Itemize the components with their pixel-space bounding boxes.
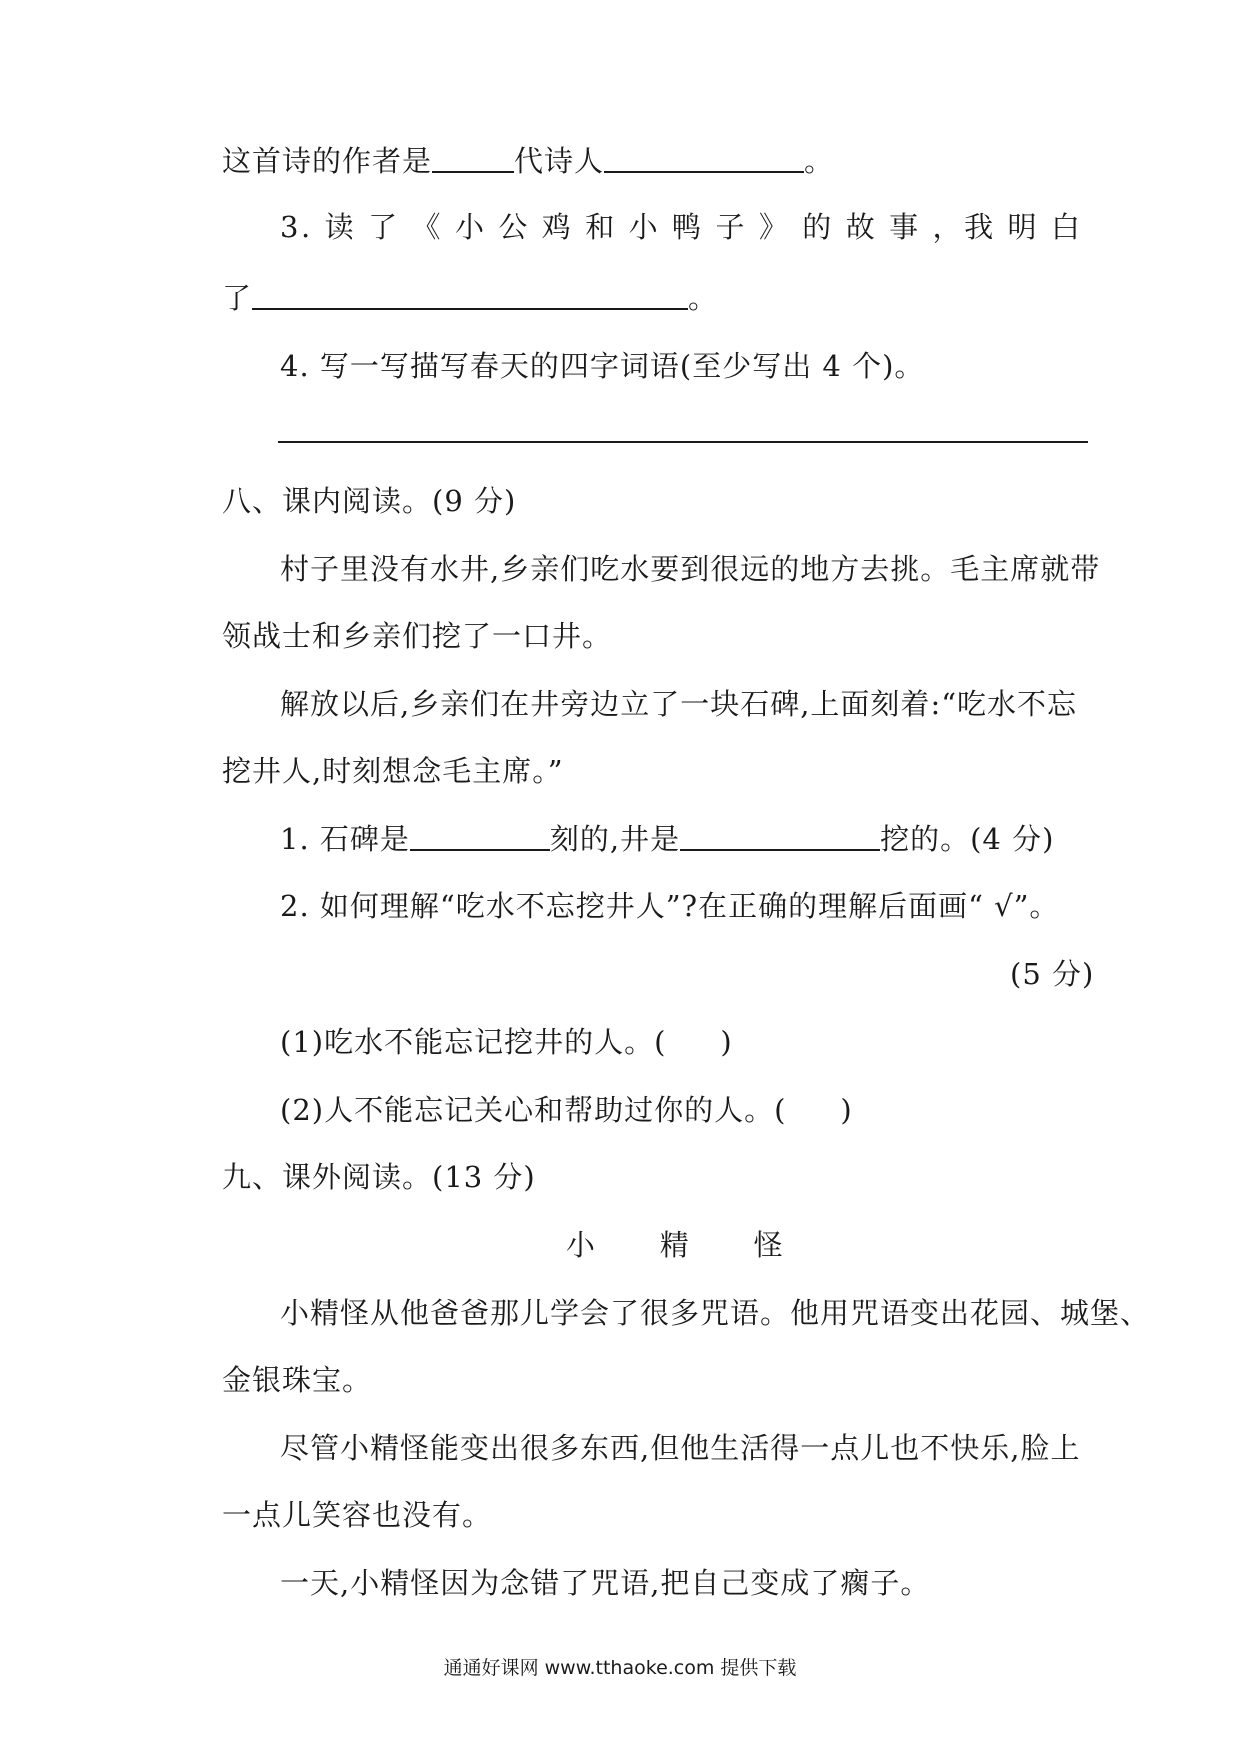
section9-p1-line1: 小精怪从他爸爸那儿学会了很多咒语。他用咒语变出花园、城堡、 xyxy=(280,1296,1151,1330)
option-2-close: ) xyxy=(840,1093,853,1127)
q4-answer-line[interactable] xyxy=(278,441,1088,443)
option-2-text: (2)人不能忘记关心和帮助过你的人。( xyxy=(280,1093,787,1127)
q3-answer-blank[interactable] xyxy=(252,282,688,310)
section8-q1 xyxy=(280,819,1054,859)
stone-carver-blank[interactable] xyxy=(410,823,550,851)
q3-line1: 3. 读 了 《 小 公 鸡 和 小 鸭 子 》 的 故 事 ，我 明 白 xyxy=(280,210,1083,244)
q2-author-line xyxy=(222,141,834,181)
option-1-text: (1)吃水不能忘记挖井的人。( xyxy=(280,1025,667,1059)
q2-poet-blank[interactable] xyxy=(604,145,804,173)
section8-q2-score: (5 分) xyxy=(1010,957,1095,991)
q3-line2 xyxy=(222,278,718,318)
q2-dynasty-blank[interactable] xyxy=(432,145,514,173)
section8-para2-line2: 挖井人,时刻想念毛主席。” xyxy=(222,754,564,788)
footer-credit: 通通好课网 www.tthaoke.com 提供下载 xyxy=(443,1657,797,1679)
section9-p3-line1: 一天,小精怪因为念错了咒语,把自己变成了瘸子。 xyxy=(280,1566,931,1600)
section8-heading: 八、课内阅读。(9 分) xyxy=(222,484,517,518)
section9-p2-line1: 尽管小精怪能变出很多东西,但他生活得一点儿也不快乐,脸上 xyxy=(280,1431,1081,1465)
section8-q1-part2: 刻的,井是 xyxy=(549,822,681,856)
option-1 xyxy=(280,1022,733,1062)
section8-q2: 2. 如何理解“吃水不忘挖井人”?在正确的理解后面画“ √”。 xyxy=(280,889,1060,923)
option-1-close: ) xyxy=(720,1025,733,1059)
q2-poet-text: 代诗人 xyxy=(514,144,605,178)
q2-author-text: 这首诗的作者是 xyxy=(222,144,433,178)
story-title: 小 精 怪 xyxy=(565,1228,799,1262)
section9-p2-line2: 一点儿笑容也没有。 xyxy=(222,1498,493,1532)
section8-para1-line1: 村子里没有水井,乡亲们吃水要到很远的地方去挑。毛主席就带 xyxy=(280,552,1101,586)
section9-heading: 九、课外阅读。(13 分) xyxy=(222,1160,536,1194)
section8-q1-part3: 挖的。(4 分) xyxy=(880,822,1055,856)
q4-question: 4. 写一写描写春天的四字词语(至少写出 4 个)。 xyxy=(280,349,925,383)
section8-para2-line1: 解放以后,乡亲们在井旁边立了一块石碑,上面刻着:“吃水不忘 xyxy=(280,687,1078,721)
section8-para1-line2: 领战士和乡亲们挖了一口井。 xyxy=(222,619,613,653)
well-digger-blank[interactable] xyxy=(680,823,880,851)
section8-q1-part1: 1. 石碑是 xyxy=(280,822,410,856)
section9-p1-line2: 金银珠宝。 xyxy=(222,1363,373,1397)
q3-start: 了 xyxy=(222,281,253,315)
q3-end: 。 xyxy=(688,281,719,315)
option-2 xyxy=(280,1090,853,1130)
q2-end: 。 xyxy=(804,144,835,178)
